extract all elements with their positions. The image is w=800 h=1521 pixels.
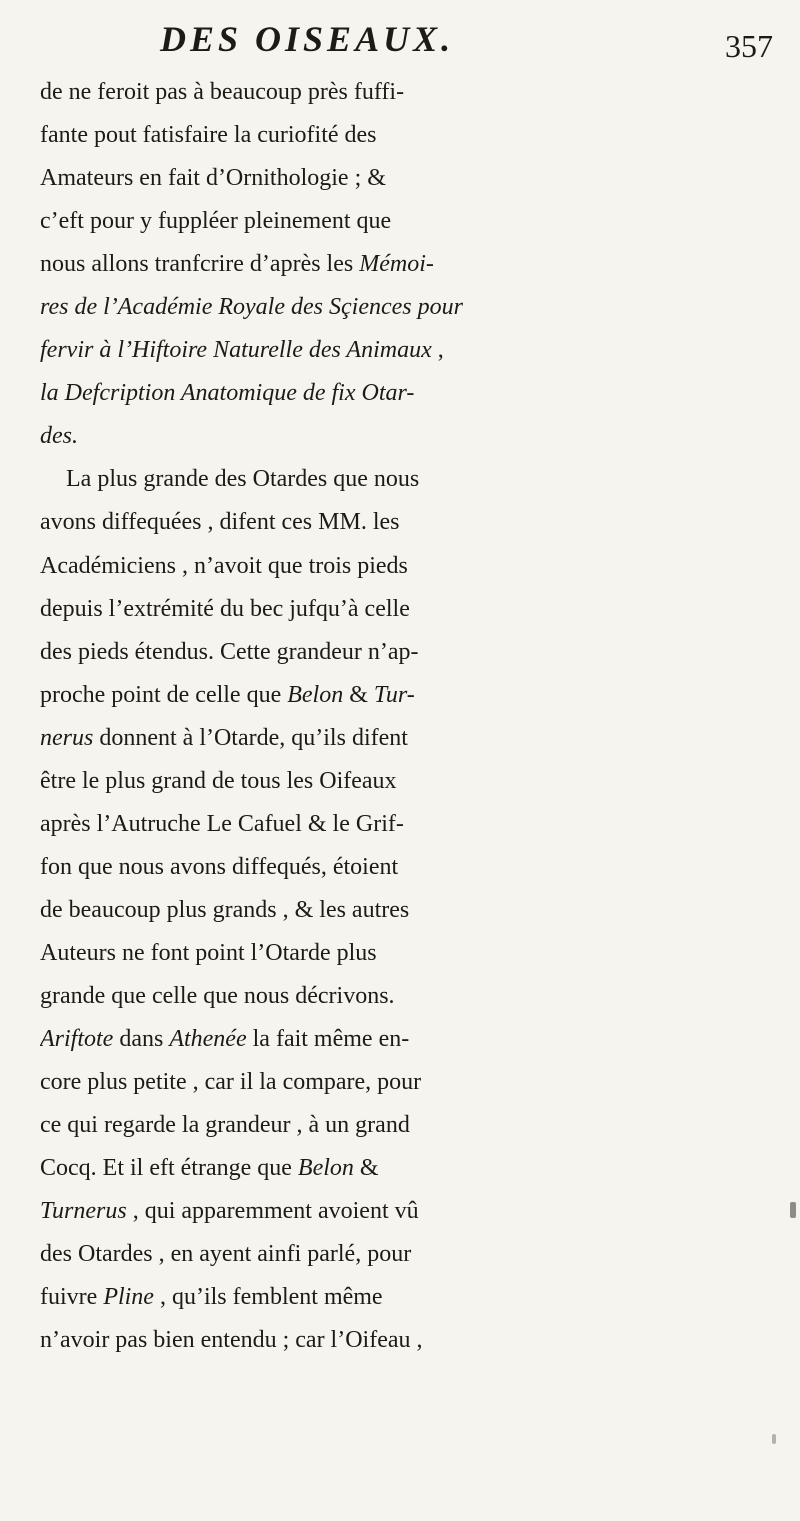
- margin-mark: [790, 1202, 796, 1218]
- text-segment: , qu’ils femblent même: [153, 1284, 383, 1311]
- text-line: [40, 889, 800, 932]
- text-segment: , qui apparemment avoient vû: [126, 1198, 419, 1225]
- text-segment: n’avoir pas bien entendu ; car l’Oifeau ,: [40, 1327, 423, 1354]
- text-segment: Auteurs ne font point l’Otarde plus: [40, 939, 377, 966]
- text-line: [40, 1061, 800, 1104]
- italic-segment: des.: [40, 423, 78, 450]
- text-line: [40, 1104, 800, 1147]
- text-line: [40, 631, 800, 674]
- italic-segment: Athenée: [169, 1026, 247, 1053]
- text-segment: grande que celle que nous décrivons.: [40, 982, 395, 1009]
- text-segment: fuivre: [40, 1284, 104, 1311]
- text-line: [40, 1233, 800, 1276]
- text-line: [40, 458, 800, 501]
- text-segment: de beaucoup plus grands , & les autres: [40, 896, 410, 923]
- text-line: [40, 286, 800, 329]
- text-segment: avons diffequées , difent ces MM. les: [40, 509, 400, 536]
- italic-segment: Tur-: [373, 681, 415, 708]
- text-segment: de ne feroit pas à beaucoup près fuffi-: [40, 79, 405, 105]
- text-segment: La plus grande des Otardes que nous: [66, 466, 420, 493]
- running-head: DES OISEAUX.: [160, 19, 455, 59]
- text-line: [40, 717, 800, 760]
- text-line: [40, 1147, 800, 1190]
- text-segment: ,: [431, 337, 444, 364]
- text-segment: être le plus grand de tous les Oifeaux: [40, 767, 397, 794]
- text-line: [40, 760, 800, 803]
- text-line: [40, 1018, 800, 1061]
- text-segment: des pieds étendus. Cette grandeur n’ap-: [40, 638, 419, 665]
- text-segment: nous allons tranfcrire d’après les: [40, 251, 360, 278]
- body-text: [40, 71, 800, 1362]
- text-line: [40, 588, 800, 631]
- text-segment: fante pout fatisfaire la curiofité des: [40, 122, 377, 149]
- italic-segment: Mémoi-: [359, 251, 434, 278]
- text-line: [40, 674, 800, 717]
- text-line: [40, 372, 800, 415]
- text-line: [40, 501, 800, 544]
- italic-segment: Pline: [103, 1284, 154, 1311]
- text-segment: des Otardes , en ayent ainfi parlé, pour: [40, 1241, 412, 1268]
- text-line: [40, 1190, 800, 1233]
- margin-speck: [772, 1434, 776, 1444]
- text-line: [40, 157, 800, 200]
- text-segment: Académiciens , n’avoit que trois pieds: [40, 552, 408, 579]
- text-segment: donnent à l’Otarde, qu’ils difent: [93, 724, 408, 751]
- text-line: [40, 200, 800, 243]
- text-line: [40, 1319, 800, 1362]
- text-segment: &: [353, 1155, 379, 1182]
- text-line: [40, 932, 800, 975]
- text-line: [40, 545, 800, 588]
- text-segment: Amateurs en fait d’Ornithologie ; &: [40, 165, 386, 192]
- text-segment: ce qui regarde la grandeur , à un grand: [40, 1112, 410, 1139]
- page-header: [0, 14, 800, 70]
- text-line: [40, 114, 800, 157]
- text-line: [40, 243, 800, 286]
- text-segment: depuis l’extrémité du bec jufqu’à celle: [40, 595, 410, 622]
- italic-segment: la Defcription Anatomique de fix Otar-: [40, 380, 415, 407]
- italic-segment: Belon: [297, 1155, 354, 1182]
- text-segment: Cocq. Et il eft étrange que: [40, 1155, 298, 1182]
- text-line: [40, 415, 800, 458]
- text-line: [40, 329, 800, 372]
- italic-segment: Ariftote: [40, 1026, 114, 1053]
- text-segment: dans: [113, 1026, 170, 1053]
- text-line: [40, 975, 800, 1018]
- text-line: [40, 1276, 800, 1319]
- italic-segment: res de l’Académie Royale des Sçiences pour: [40, 294, 463, 321]
- text-segment: c’eft pour y fuppléer pleinement que: [40, 208, 392, 235]
- italic-segment: fervir à l’Hiftoire Naturelle des Animaux: [40, 337, 432, 364]
- text-segment: proche point de celle que: [40, 681, 288, 708]
- text-line: [40, 803, 800, 846]
- text-segment: la fait même en-: [246, 1026, 410, 1053]
- italic-segment: Turnerus: [40, 1198, 127, 1225]
- page-number: 357: [725, 28, 773, 64]
- italic-segment: nerus: [40, 724, 94, 751]
- text-line: [40, 846, 800, 889]
- text-segment: &: [343, 681, 374, 708]
- italic-segment: Belon: [287, 681, 344, 708]
- text-segment: fon que nous avons diffequés, étoient: [40, 853, 399, 880]
- text-segment: après l’Autruche Le Cafuel & le Grif-: [40, 810, 404, 837]
- text-segment: core plus petite , car il la compare, pour: [40, 1069, 422, 1096]
- text-line: [40, 71, 800, 114]
